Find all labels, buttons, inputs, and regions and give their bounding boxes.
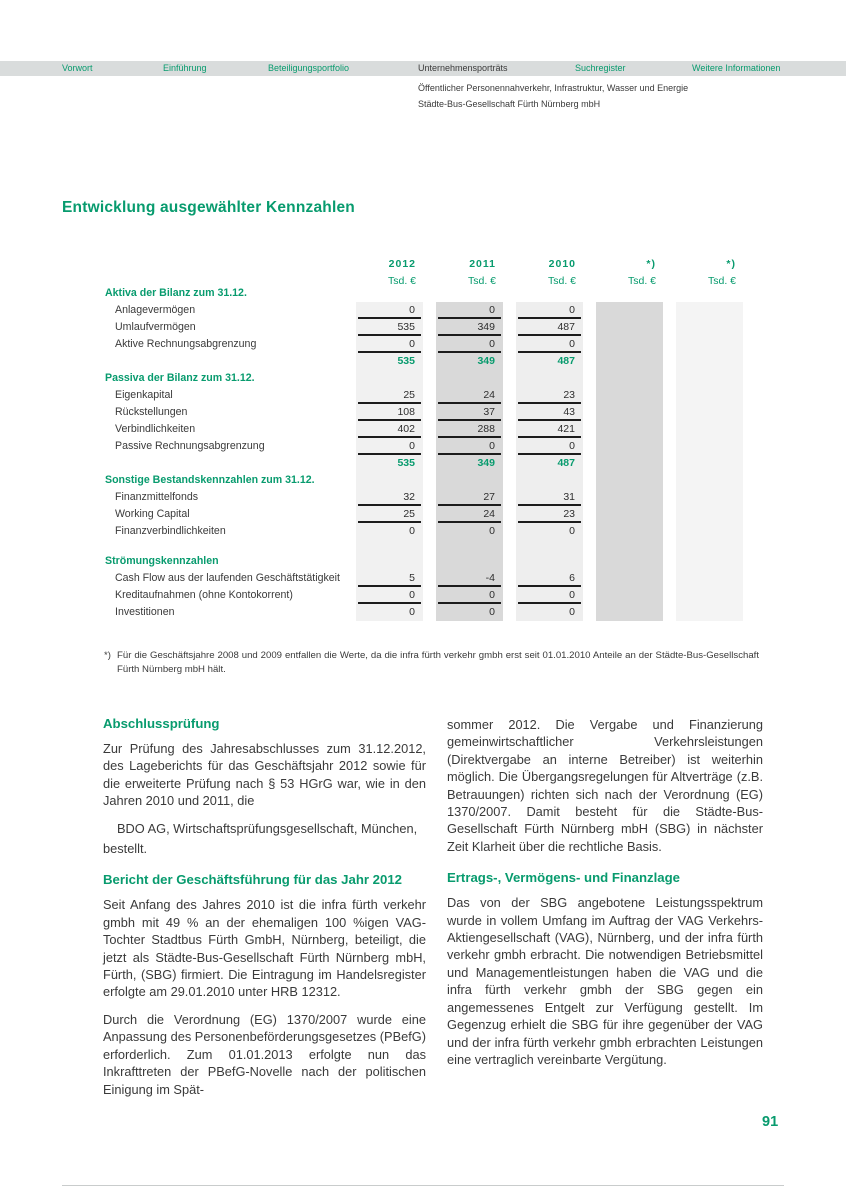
table-row-label: Aktive Rechnungsabgrenzung [115,338,257,350]
table-row-16 [100,553,760,570]
table-value-cell: 349 [477,355,495,367]
footnote-marker: *) [104,650,111,661]
table-value-cell: 0 [438,302,501,319]
table-row-10 [100,455,760,472]
table-value-cell: 0 [518,438,581,455]
table-row-9 [100,438,760,455]
kpi-table [100,256,760,628]
header-category-line: Öffentlicher Personennahverkehr, Infrastruktur, Wasser und Energie [418,83,689,93]
nav-item-weitere-informationen[interactable]: Weitere Informationen [692,63,781,73]
bottom-rule [62,1185,784,1186]
left-col-paragraph-5: Seit Anfang des Jahres 2010 ist die infra fürth verkehr gmbh mit 49 % an der ehemaligen 100 %igen VAG-Tochter Stadtbus Fürth GmbH, Nürnberg, beteiligt, die jetzt als Städte-Bus-Gesellschaft Fürth Nürnberg mbH, Fürth, (SBG) firmiert. Die Eintragung im Handelsregister erfolgte am 29.01.2010 unter HRB 12312. [103,897,426,1000]
table-value-cell: 23 [518,387,581,404]
table-value-cell: -4 [438,570,501,587]
table-value-cell: 23 [518,506,581,523]
table-value-cell: 0 [358,587,421,604]
table-row-6 [100,387,760,404]
table-value-cell: 37 [438,404,501,421]
table-section-label: Sonstige Bestandskennzahlen zum 31.12. [105,474,315,486]
table-row-19 [100,604,760,621]
table-value-cell: 24 [438,506,501,523]
table-value-cell: 0 [409,606,415,618]
header-company-line: Städte-Bus-Gesellschaft Fürth Nürnberg mbH [418,98,601,109]
table-row-15 [100,540,760,553]
table-value-cell: 25 [358,506,421,523]
table-value-cell: 24 [438,387,501,404]
table-value-cell: 535 [358,319,421,336]
table-row-label: Working Capital [115,508,190,520]
table-value-cell: 0 [569,525,575,537]
table-column-year-2: 2010 [548,258,576,270]
table-value-cell: 0 [489,606,495,618]
table-value-cell: 487 [557,457,575,469]
table-value-cell: 5 [358,570,421,587]
table-row-label: Finanzverbindlichkeiten [115,525,226,537]
table-row-8 [100,421,760,438]
table-row-0 [100,285,760,302]
table-value-cell: 535 [397,355,415,367]
nav-item-vorwort[interactable]: Vorwort [62,63,93,73]
page-number: 91 [762,1114,779,1130]
table-column-unit-0: Tsd. € [387,275,416,287]
table-column-year-0: 2012 [388,258,416,270]
table-section-label: Strömungskennzahlen [105,555,219,567]
table-value-cell: 0 [518,336,581,353]
table-row-label: Kreditaufnahmen (ohne Kontokorrent) [115,589,293,601]
left-col-heading-4: Bericht der Geschäftsführung für das Jahr 2012 [103,872,403,888]
footnote-text: Für die Geschäftsjahre 2008 und 2009 entfallen die Werte, da die infra fürth verkehr gmbh erst seit 01.01.2010 Anteile an der Städte-Bus-Gesellschaft Fürth Nürnberg mbH hält. [117,650,759,675]
table-row-label: Anlagevermögen [115,304,196,316]
table-value-cell: 25 [358,387,421,404]
table-value-cell: 0 [438,336,501,353]
table-row-label: Umlaufvermögen [115,321,196,333]
table-row-1 [100,302,760,319]
table-column-unit-2: Tsd. € [547,275,576,287]
table-row-label: Rückstellungen [115,406,188,418]
table-row-label: Eigenkapital [115,389,173,401]
table-column-year-1: 2011 [469,258,496,270]
table-row-3 [100,336,760,353]
table-row-11 [100,472,760,489]
table-value-cell: 27 [438,489,501,506]
table-value-cell: 535 [397,457,415,469]
table-value-cell: 32 [358,489,421,506]
table-row-12 [100,489,760,506]
table-row-label: Cash Flow aus der laufenden Geschäftstätigkeit [115,572,340,584]
nav-item-unternehmensportr-ts[interactable]: Unternehmensporträts [418,63,508,73]
table-value-cell: 0 [358,302,421,319]
table-value-cell: 0 [569,606,575,618]
right-col-paragraph-0: sommer 2012. Die Vergabe und Finanzierung gemeinwirtschaftlicher Verkehrsleistungen (Direktvergabe an interne Betreiber) ist weiterhin möglich. Die Übergangsregelungen für Altverträge (z.B. Betrauungen) richten sich nach der Verordnung (EG) 1370/2007. Damit besteht für die Städte-Bus-Gesellschaft Fürth Nürnberg mbH (SBG) in nächster Zeit Klarheit über die rechtliche Basis. [447,717,763,854]
table-row-label: Verbindlichkeiten [115,423,196,435]
table-row-18 [100,587,760,604]
table-column-year-4: *) [726,258,736,270]
table-value-cell: 421 [518,421,581,438]
table-row-7 [100,404,760,421]
table-row-label: Investitionen [115,606,175,618]
page-header [418,81,688,112]
table-value-cell: 487 [518,319,581,336]
footnote [104,649,759,677]
right-col-paragraph-2: Das von der SBG angebotene Leistungsspektrum wurde in vollem Umfang im Auftrag der VAG Verkehrs-Aktiengesellschaft (VAG), Nürnberg, und der infra fürth verkehr gmbh erbracht. Die notwendigen Betriebsmittel und Managementleistungen haben die VAG und die infra fürth verkehr gmbh der SBG gegen ein angemessenes Entgelt zur Verfügung gestellt. Im Gegenzug erhielt die SBG für ihre gegenüber der VAG und der infra fürth verkehr gmbh erbrachten Leistungen eine vertraglich vereinbarte Vergütung. [447,895,763,1067]
table-section-label: Passiva der Bilanz zum 31.12. [105,372,255,384]
table-column-year-3: *) [646,258,656,270]
table-column-unit-1: Tsd. € [467,275,496,287]
article-column-right [447,716,763,1078]
table-section-label: Aktiva der Bilanz zum 31.12. [105,287,247,299]
table-value-cell: 0 [489,525,495,537]
table-value-cell: 487 [557,355,575,367]
nav-item-suchregister[interactable]: Suchregister [575,63,626,73]
table-value-cell: 0 [438,438,501,455]
left-col-heading-0: Abschlussprüfung [103,716,220,731]
table-value-cell: 349 [477,457,495,469]
right-col-heading-1: Ertrags-, Vermögens- und Finanzlage [447,870,681,886]
table-row-5 [100,370,760,387]
nav-item-beteiligungsportfolio[interactable]: Beteiligungsportfolio [268,63,350,73]
table-value-cell: 0 [409,525,415,537]
table-row-4 [100,353,760,370]
table-column-unit-4: Tsd. € [707,275,736,287]
table-value-cell: 0 [358,438,421,455]
table-value-cell: 0 [438,587,501,604]
left-col-paragraph-3: bestellt. [103,841,148,857]
table-value-cell: 0 [518,587,581,604]
nav-item-einf-hrung[interactable]: Einführung [163,63,207,73]
table-value-cell: 402 [358,421,421,438]
left-col-paragraph-6: Durch die Verordnung (EG) 1370/2007 wurde eine Anpassung des Personenbeförderungsgesetzes (PBefG) erforderlich. Zum 01.01.2013 erfolgte nun das Inkrafttreten der PBefG-Novelle nach der politischen Einigung im Spät- [103,1011,426,1097]
table-row-label: Passive Rechnungsabgrenzung [115,440,265,452]
table-value-cell: 0 [518,302,581,319]
table-column-unit-3: Tsd. € [627,275,656,287]
table-value-cell: 0 [358,336,421,353]
page-title: Entwicklung ausgewählter Kennzahlen [62,199,355,216]
table-row-14 [100,523,760,540]
table-value-cell: 288 [438,421,501,438]
table-row-17 [100,570,760,587]
table-row-13 [100,506,760,523]
table-value-cell: 349 [438,319,501,336]
table-value-cell: 108 [358,404,421,421]
top-navigation-bar [0,61,846,76]
table-value-cell: 43 [518,404,581,421]
article-column-left [103,716,426,1108]
table-row-label: Finanzmittelfonds [115,491,199,503]
table-value-cell: 6 [518,570,581,587]
left-col-paragraph-1: Zur Prüfung des Jahresabschlusses zum 31.12.2012, des Lageberichts für das Geschäftsjahr 2012 sowie für die erweiterte Prüfung nach § 53 HGrG war, wie in den Jahren 2010 und 2011, die [103,741,426,809]
table-row-2 [100,319,760,336]
left-col-paragraph-2: BDO AG, Wirtschaftsprüfungsgesellschaft, München, [117,820,418,836]
table-value-cell: 31 [518,489,581,506]
